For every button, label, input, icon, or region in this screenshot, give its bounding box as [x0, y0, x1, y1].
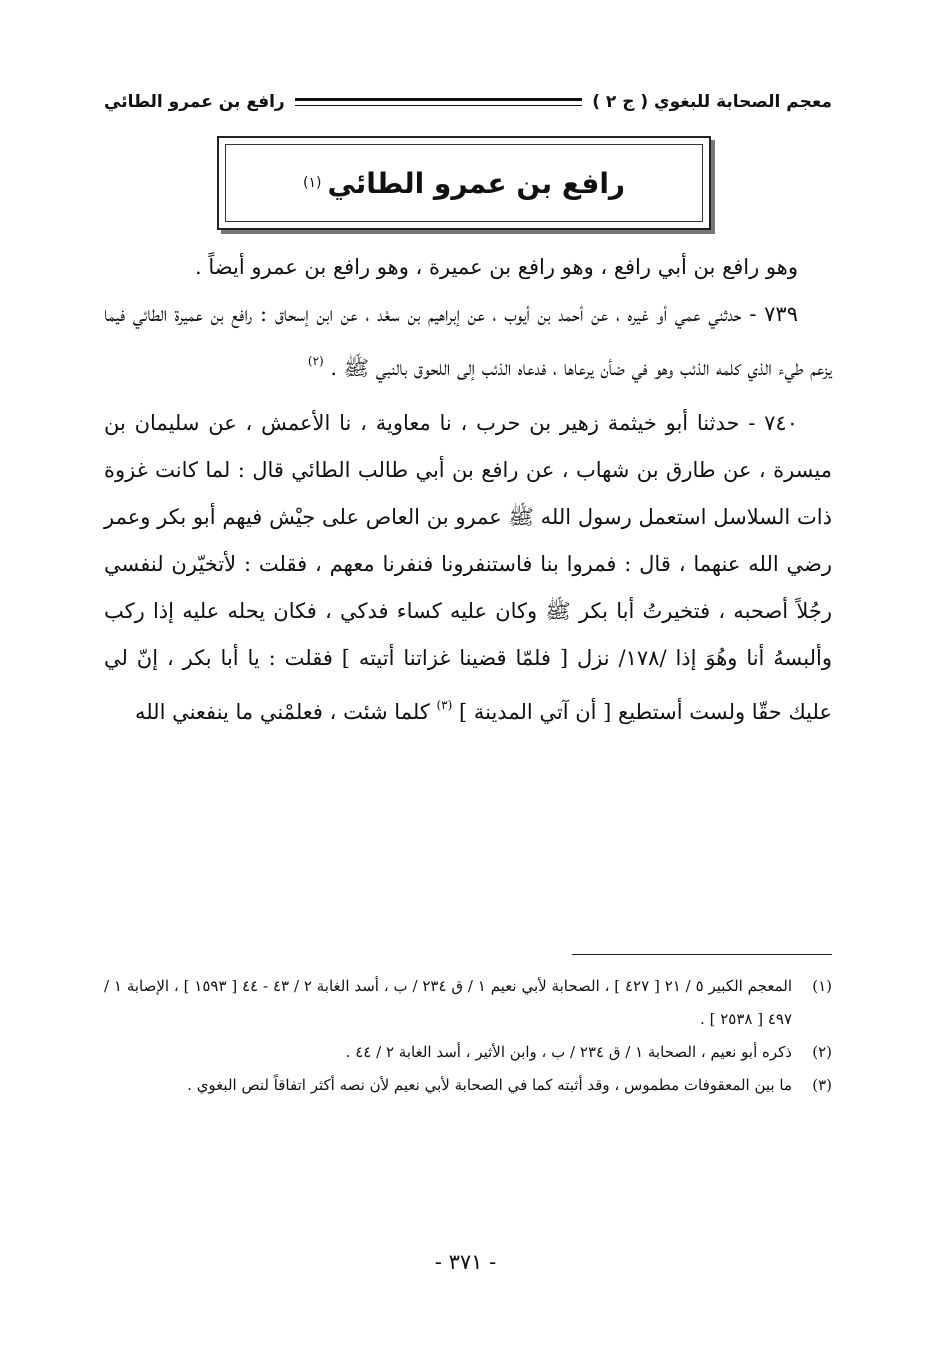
- page-number: - ٣٧١ -: [434, 1250, 497, 1274]
- hadith-740-text-continued: كلما شئت ، فعلمْني ما ينفعني الله: [134, 700, 430, 724]
- main-text: [104, 244, 832, 736]
- entry-title-footnote-ref: (١): [302, 175, 322, 191]
- header-entry-name: رافع بن عمرو الطائي: [104, 92, 285, 112]
- footnote-number: (٣): [812, 1076, 832, 1094]
- paragraph-hadith-740: [104, 400, 832, 736]
- header-book-title: معجم الصحابة للبغوي ( ج ٢ ): [592, 92, 832, 112]
- footnote-text: المعجم الكبير ٥ / ٢١ [ ٤٢٧ ] ، الصحابة لأبي نعيم ١ / ق ٢٣٤ / ب ، أسد الغابة ٢ / ٤٣ - ٤٤ [ ١٥٩٣ ] ، الإصابة ١ / ٤٩٧ [ ٢٥٣٨ ] .: [104, 977, 792, 1028]
- paragraph-intro-text: وهو رافع بن أبي رافع ، وهو رافع بن عميرة ، وهو رافع بن عمرو أيضاً .: [195, 255, 798, 279]
- footnote-2: [104, 1036, 832, 1069]
- running-header: [104, 84, 832, 120]
- footnote-separator: [572, 954, 832, 955]
- footnote-number: (١): [812, 977, 832, 995]
- footnote-text: ذكره أبو نعيم ، الصحابة ١ / ق ٢٣٤ / ب ، وابن الأثير ، أسد الغابة ٢ / ٤٤ .: [345, 1043, 792, 1061]
- entry-title-inner-frame: [225, 144, 703, 222]
- hadith-739-text: ٧٣٩ - حدثني عمي أو غيره ، عن أحمد بن أيوب ، عن إبراهيم بن سعْد ، عن ابن إسحاق : رافع بن عميرة الطائي فيما يزعم طيء الذي كلمه الذئب وهو في ضأن يرعاها ، فدعاه الذئب إلى اللحوق بالنبي ﷺ .: [104, 302, 832, 380]
- paragraph-intro: [104, 244, 832, 291]
- paragraph-hadith-739: [104, 291, 832, 392]
- header-rule: [295, 98, 583, 106]
- footnote-text: ما بين المعقوفات مطموس ، وقد أثبته كما في الصحابة لأبي نعيم لأن نصه أكثر اتفاقاً لنص البغوي .: [187, 1076, 792, 1094]
- hadith-740-text: ٧٤٠ - حدثنا أبو خيثمة زهير بن حرب ، نا معاوية ، نا الأعمش ، عن سليمان بن ميسرة ، عن طارق بن شهاب ، عن رافع بن أبي طالب الطائي قال : لما كانت غزوة ذات السلاسل استعمل رسول الله ﷺ عمرو بن العاص على جيْش فيهم أبو بكر وعمر رضي الله عنهما ، قال : فمروا بنا فاستنفرونا فنفرنا معهم ، فقلت : لأتخيّرن لنفسي رجُلاً أصحبه ، فتخيرتُ أبا بكر ﷺ وكان عليه كساء فدكي ، فكان يحله عليه إذا ركب وألبسهُ أنا وهُوَ إذا /١٧٨/ نزل [ فلمّا قضينا غزاتنا أتيته ] فقلت : يا أبا بكر ، إنّ لي عليك حقّا ولست أستطيع [ أن آتي المدينة ]: [104, 411, 832, 724]
- footnote-ref-3: (٣): [436, 698, 453, 712]
- entry-title-frame: [217, 136, 711, 230]
- footnote-number: (٢): [812, 1043, 832, 1061]
- footnotes: [104, 970, 832, 1102]
- footnote-ref-2: (٢): [307, 354, 324, 368]
- entry-title: رافع بن عمرو الطائي: [327, 166, 626, 200]
- footnote-3: [104, 1069, 832, 1102]
- footnote-1: [104, 970, 832, 1036]
